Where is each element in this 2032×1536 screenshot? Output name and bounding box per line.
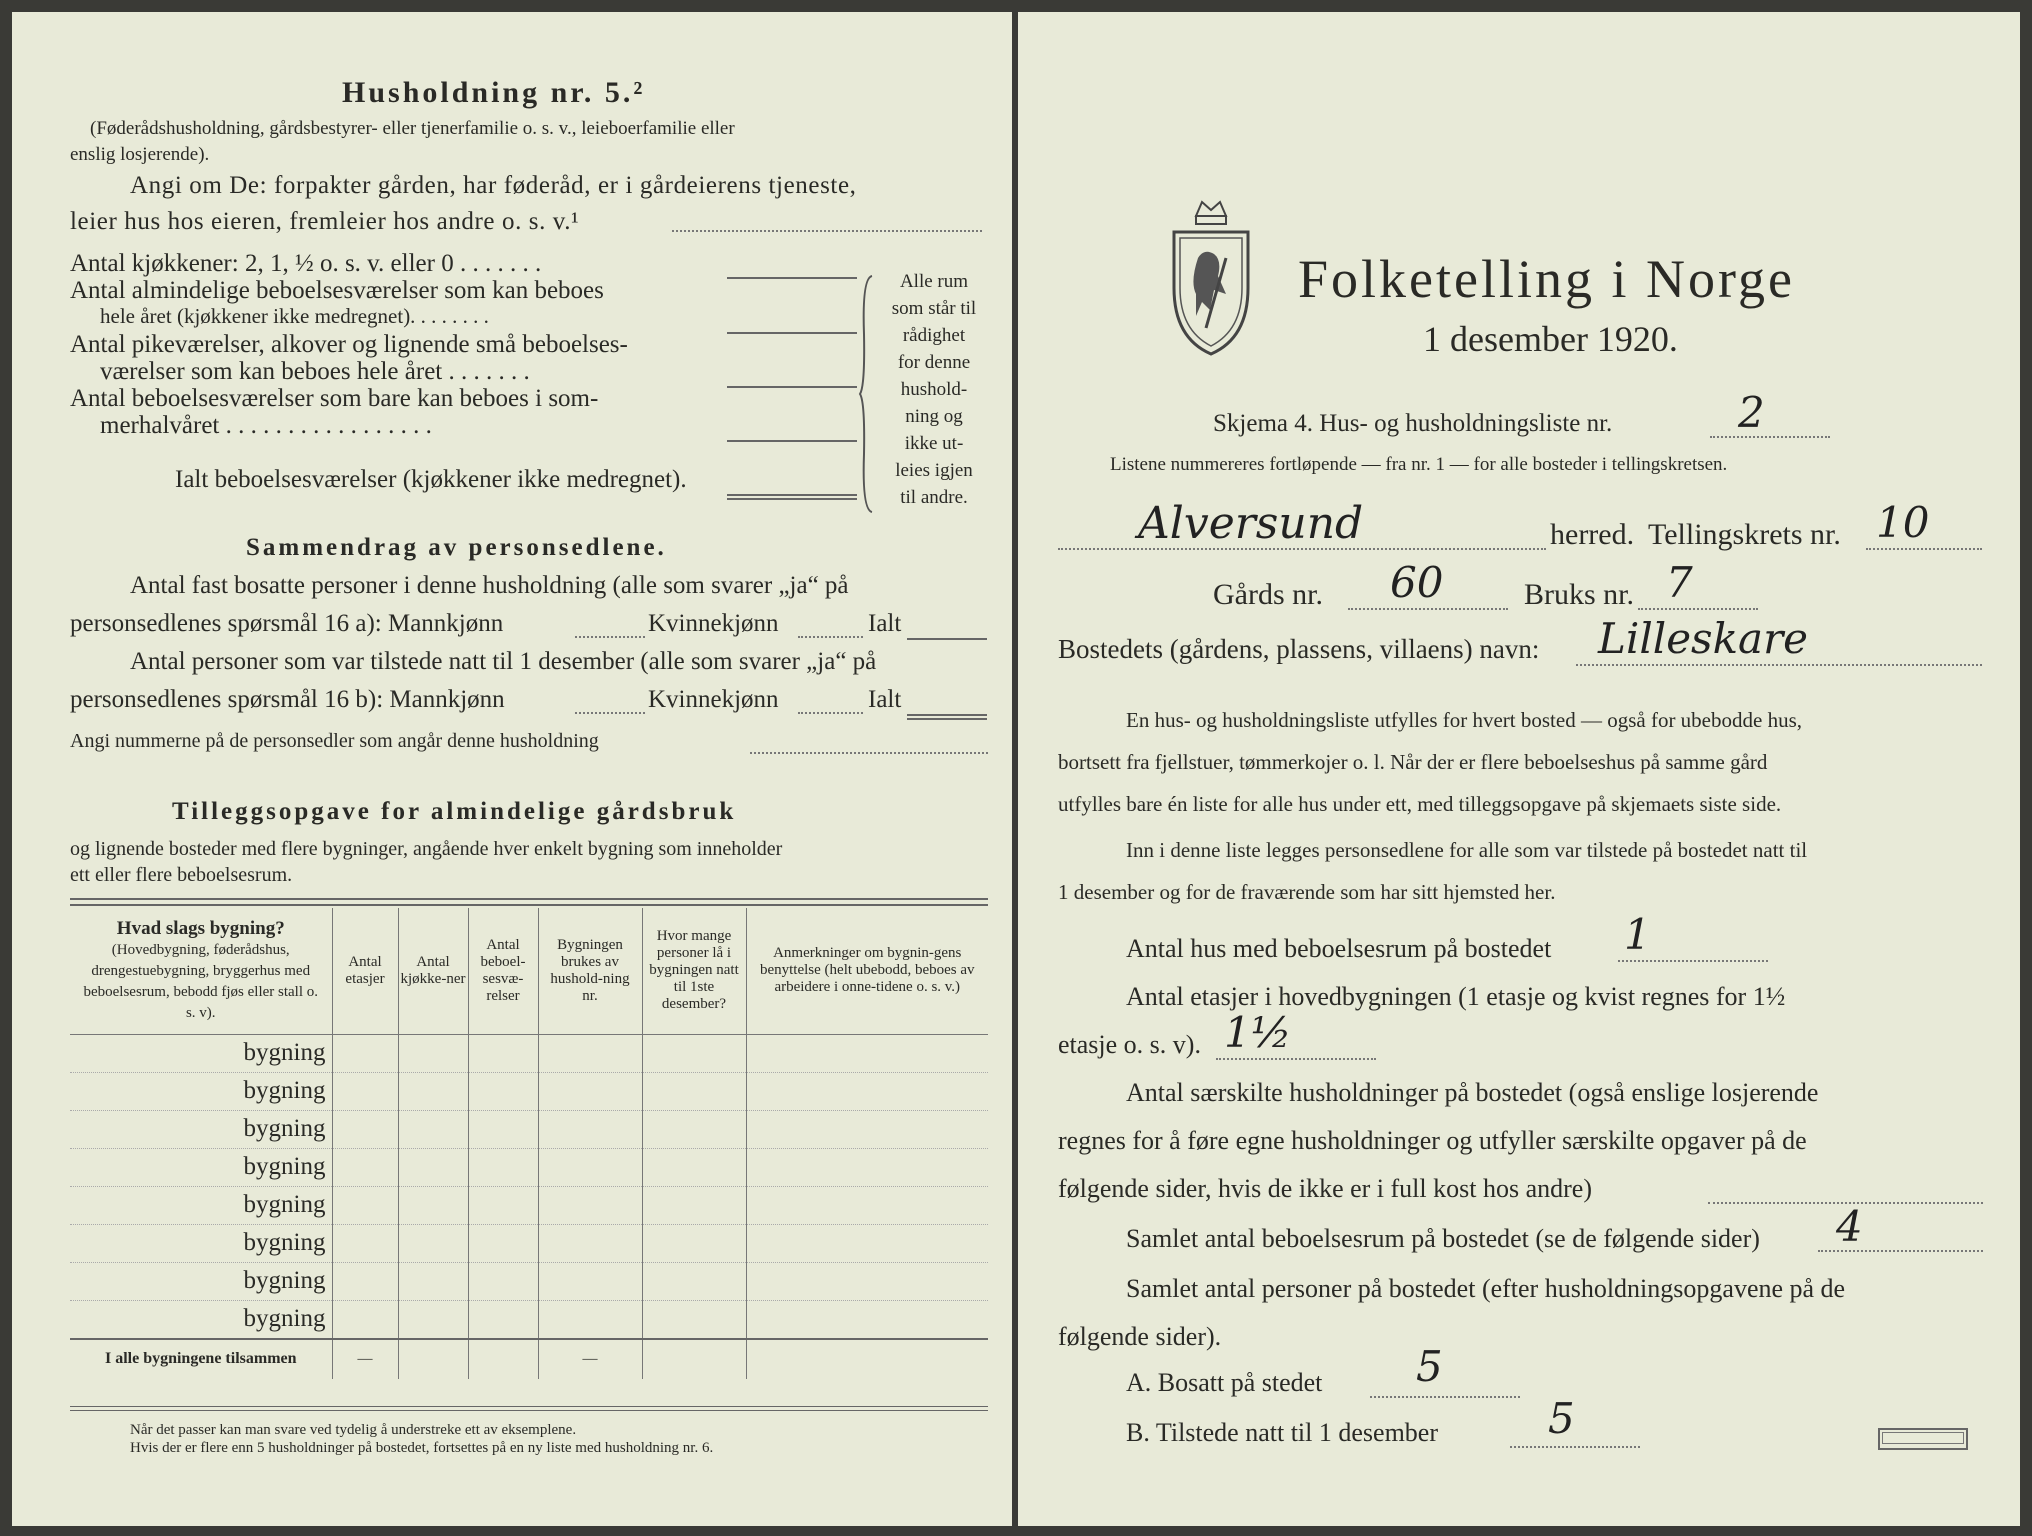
skjema-label: Skjema 4. Hus- og husholdningsliste nr. xyxy=(1213,410,1613,437)
row-cell xyxy=(538,1300,642,1339)
row-building-label: bygning xyxy=(70,1110,332,1148)
row-cell xyxy=(642,1072,746,1110)
header-kitchens: Antal kjøkke-ner xyxy=(398,908,468,1034)
rooms-note-line: som står til xyxy=(891,298,977,319)
rooms-ordinary-1: Antal almindelige beboelsesværelser som kan beboes xyxy=(70,277,604,304)
row-cell xyxy=(642,1110,746,1148)
row-cell xyxy=(642,1148,746,1186)
row-cell xyxy=(538,1224,642,1262)
row-cell xyxy=(642,1186,746,1224)
bruks-label: Bruks nr. xyxy=(1524,578,1635,611)
etasjer-line-2: etasje o. s. v). xyxy=(1058,1030,1201,1059)
row-cell xyxy=(468,1072,538,1110)
rooms-note-line: Alle rum xyxy=(899,271,969,292)
ask-line-2: leier hus hos eieren, fremleier hos andre o. s. v.¹ xyxy=(70,208,580,235)
rooms-note-line: til andre. xyxy=(900,487,968,508)
instr-line-4: Inn i denne liste legges personsedlene for alle som var tilstede på bostedet natt til xyxy=(1126,838,1808,862)
rooms-small-1: Antal pikeværelser, alkover og lignende små beboelses- xyxy=(70,331,628,358)
row-cell xyxy=(746,1186,988,1224)
row-cell xyxy=(538,1072,642,1110)
etasjer-value: 1½ xyxy=(1224,1008,1292,1057)
row-cell xyxy=(538,1148,642,1186)
row-cell xyxy=(538,1262,642,1300)
row-cell xyxy=(538,1034,642,1072)
row-cell xyxy=(642,1262,746,1300)
row-cell xyxy=(332,1072,398,1110)
row-cell xyxy=(468,1034,538,1072)
row-cell xyxy=(398,1300,468,1339)
left-page xyxy=(12,12,1012,1526)
total-kitchens xyxy=(398,1339,468,1379)
row-cell xyxy=(398,1110,468,1148)
household-title: Husholdning nr. 5.² xyxy=(342,76,646,109)
summary-title: Sammendrag av personsedlene. xyxy=(246,534,667,561)
row-cell xyxy=(642,1300,746,1339)
sarskilt-line-1: Antal særskilte husholdninger på bostedet (også enslige losjerende xyxy=(1126,1078,1819,1107)
rooms-note-line: ning og xyxy=(905,406,963,427)
row-building-label: bygning xyxy=(70,1262,332,1300)
row-cell xyxy=(468,1262,538,1300)
etasjer-line-1: Antal etasjer i hovedbygningen (1 etasje og kvist regnes for 1½ xyxy=(1126,982,1786,1011)
table-row xyxy=(70,1224,988,1262)
kvinne-label-1: Kvinnekjønn xyxy=(648,610,779,637)
row-cell xyxy=(538,1110,642,1148)
sarskilt-line-3: følgende sider, hvis de ikke er i full kost hos andre) xyxy=(1058,1174,1592,1203)
instr-line-1: En hus- og husholdningsliste utfylles for hvert bosted — også for ubebodde hus, xyxy=(1126,708,1802,732)
instr-line-3: utfylles bare én liste for alle hus under ett, med tilleggsopgave på skjemaets siste side. xyxy=(1058,792,1782,816)
bosted-label: Bostedets (gårdens, plassens, villaens) navn: xyxy=(1058,634,1540,664)
samlet-rom-value: 4 xyxy=(1836,1202,1863,1251)
header-floors: Antal etasjer xyxy=(332,908,398,1034)
table-row xyxy=(70,1262,988,1300)
total-persons xyxy=(642,1339,746,1379)
krets-label: Tellingskrets nr. xyxy=(1648,518,1841,551)
row-cell xyxy=(746,1300,988,1339)
coat-of-arms-icon xyxy=(1166,198,1256,358)
header-building-type: Hvad slags bygning? (Hovedbygning, føderådshus, drengestuebygning, bryggerhus med beboelsesrum, bebodd fjøs eller stall o. s. v). xyxy=(70,908,332,1034)
table-row xyxy=(70,1148,988,1186)
skjema-value: 2 xyxy=(1738,388,1765,437)
rooms-note-line: for denne xyxy=(897,352,971,373)
rooms-small-2: værelser som kan beboes hele året . . . . . . . xyxy=(100,358,530,385)
row-cell xyxy=(746,1072,988,1110)
tillegg-line-2: ett eller flere beboelsesrum. xyxy=(70,864,293,886)
row-cell xyxy=(332,1262,398,1300)
instr-line-2: bortsett fra fjellstuer, tømmerkojer o. l. Når der er flere beboelseshus på samme gård xyxy=(1058,750,1768,774)
table-total-row xyxy=(70,1339,988,1379)
row-cell xyxy=(398,1072,468,1110)
row-cell xyxy=(332,1186,398,1224)
row-building-label: bygning xyxy=(70,1148,332,1186)
summary-line-3: Antal personer som var tilstede natt til 1 desember (alle som svarer „ja“ på xyxy=(130,648,877,675)
buildings-table xyxy=(70,908,988,1379)
row-cell xyxy=(746,1034,988,1072)
row-cell xyxy=(332,1300,398,1339)
samlet-pers-line-1: Samlet antal personer på bostedet (efter husholdningsopgavene på de xyxy=(1126,1274,1846,1303)
summary-line-2: personsedlenes spørsmål 16 a): Mannkjønn xyxy=(70,610,504,637)
herred-value: Alversund xyxy=(1138,498,1364,549)
hus-value: 1 xyxy=(1624,910,1651,959)
row-cell xyxy=(642,1224,746,1262)
gards-value: 60 xyxy=(1390,558,1444,607)
rooms-summer-2: merhalvåret . . . . . . . . . . . . . . . . . xyxy=(100,412,432,439)
instr-line-5: 1 desember og for de fraværende som har sitt hjemsted her. xyxy=(1058,880,1556,904)
summary-line-1: Antal fast bosatte personer i denne husholdning (alle som svarer „ja“ på xyxy=(130,572,849,599)
total-remarks xyxy=(746,1339,988,1379)
hus-label: Antal hus med beboelsesrum på bostedet xyxy=(1126,934,1552,963)
header-remarks: Anmerkninger om bygnin-gens benyttelse (helt ubebodd, beboes av arbeidere i onne-tidene o. s. v.) xyxy=(746,908,988,1034)
kvinne-label-2: Kvinnekjønn xyxy=(648,686,779,713)
row-cell xyxy=(746,1262,988,1300)
table-row xyxy=(70,1110,988,1148)
row-cell xyxy=(642,1034,746,1072)
row-cell xyxy=(468,1148,538,1186)
rooms-kitchens: Antal kjøkkener: 2, 1, ½ o. s. v. eller 0 . . . . . . . xyxy=(70,250,542,277)
table-row xyxy=(70,1072,988,1110)
rooms-total: Ialt beboelsesværelser (kjøkkener ikke medregnet). xyxy=(175,466,687,493)
gards-label: Gårds nr. xyxy=(1213,578,1323,611)
census-title: Folketelling i Norge xyxy=(1298,249,1795,309)
table-header-row xyxy=(70,908,988,1034)
sarskilt-line-2: regnes for å føre egne husholdninger og utfyller særskilte opgaver på de xyxy=(1058,1126,1807,1155)
row-cell xyxy=(332,1148,398,1186)
row-building-label: bygning xyxy=(70,1300,332,1339)
tillegg-line-1: og lignende bosteder med flere bygninger, angående hver enkelt bygning som inneholder xyxy=(70,838,783,860)
footnote-2: Hvis der er flere enn 5 husholdninger på bostedet, fortsettes på en ny liste med husholdning nr. 6. xyxy=(130,1440,714,1456)
household-subtitle-2: enslig losjerende). xyxy=(70,144,210,165)
row-cell xyxy=(746,1148,988,1186)
tilstede-value: 5 xyxy=(1548,1394,1575,1443)
census-date: 1 desember 1920. xyxy=(1423,319,1678,359)
summary-line-4: personsedlenes spørsmål 16 b): Mannkjønn xyxy=(70,686,505,713)
table-row xyxy=(70,1300,988,1339)
row-cell xyxy=(468,1224,538,1262)
row-cell xyxy=(332,1110,398,1148)
rooms-note-line: hushold- xyxy=(900,379,968,400)
rooms-summer-1: Antal beboelsesværelser som bare kan beboes i som- xyxy=(70,385,599,412)
bosted-value: Lilleskare xyxy=(1598,614,1809,663)
row-building-label: bygning xyxy=(70,1224,332,1262)
printer-stamp-icon xyxy=(1878,1428,1968,1450)
samlet-rom-label: Samlet antal beboelsesrum på bostedet (se de følgende sider) xyxy=(1126,1224,1760,1253)
household-subtitle-1: (Føderådshusholdning, gårdsbestyrer- eller tjenerfamilie o. s. v., leieboerfamilie eller xyxy=(90,118,735,139)
header-rooms: Antal beboel-sesvæ-relser xyxy=(468,908,538,1034)
header-used-by: Bygningen brukes av hushold-ning nr. xyxy=(538,908,642,1034)
table-row xyxy=(70,1186,988,1224)
samlet-pers-line-2: følgende sider). xyxy=(1058,1322,1222,1351)
row-building-label: bygning xyxy=(70,1034,332,1072)
tilstede-label: B. Tilstede natt til 1 desember xyxy=(1126,1418,1438,1447)
row-cell xyxy=(332,1224,398,1262)
total-used-by: — xyxy=(538,1339,642,1379)
ask-line-1: Angi om De: forpakter gården, har føderåd, er i gårdeierens tjeneste, xyxy=(130,172,857,199)
table-row xyxy=(70,1034,988,1072)
total-label: I alle bygningene tilsammen xyxy=(70,1339,332,1379)
row-building-label: bygning xyxy=(70,1186,332,1224)
angi-line: Angi nummerne på de personsedler som angår denne husholdning xyxy=(70,730,599,752)
row-cell xyxy=(746,1110,988,1148)
rooms-note xyxy=(874,268,994,511)
rooms-note-line: ikke ut- xyxy=(904,433,964,454)
row-cell xyxy=(398,1224,468,1262)
row-cell xyxy=(398,1262,468,1300)
bosatt-value: 5 xyxy=(1416,1342,1443,1391)
row-cell xyxy=(398,1186,468,1224)
rooms-note-line: leies igjen xyxy=(895,460,973,481)
herred-label: herred. xyxy=(1550,518,1635,551)
ialt-label-1: Ialt xyxy=(868,610,902,637)
row-cell xyxy=(538,1186,642,1224)
header-persons: Hvor mange personer lå i bygningen natt til 1ste desember? xyxy=(642,908,746,1034)
bosatt-label: A. Bosatt på stedet xyxy=(1126,1368,1323,1397)
tillegg-title: Tilleggsopgave for almindelige gårdsbruk xyxy=(172,798,737,825)
ialt-label-2: Ialt xyxy=(868,686,902,713)
row-cell xyxy=(332,1034,398,1072)
rooms-note-line: rådighet xyxy=(902,325,966,346)
total-floors: — xyxy=(332,1339,398,1379)
rooms-ordinary-2: hele året (kjøkkener ikke medregnet). . . . . . . . xyxy=(100,304,489,328)
row-cell xyxy=(746,1224,988,1262)
row-cell xyxy=(468,1110,538,1148)
row-cell xyxy=(468,1186,538,1224)
right-page xyxy=(1018,12,2020,1526)
krets-value: 10 xyxy=(1876,498,1930,547)
row-cell xyxy=(398,1034,468,1072)
row-building-label: bygning xyxy=(70,1072,332,1110)
row-cell xyxy=(398,1148,468,1186)
listene-note: Listene nummereres fortløpende — fra nr. 1 — for alle bosteder i tellingskretsen. xyxy=(1110,454,1728,475)
row-cell xyxy=(468,1300,538,1339)
footnote-1: Når det passer kan man svare ved tydelig å understreke ett av eksemplene. xyxy=(130,1422,577,1438)
total-rooms xyxy=(468,1339,538,1379)
bruks-value: 7 xyxy=(1666,558,1693,607)
